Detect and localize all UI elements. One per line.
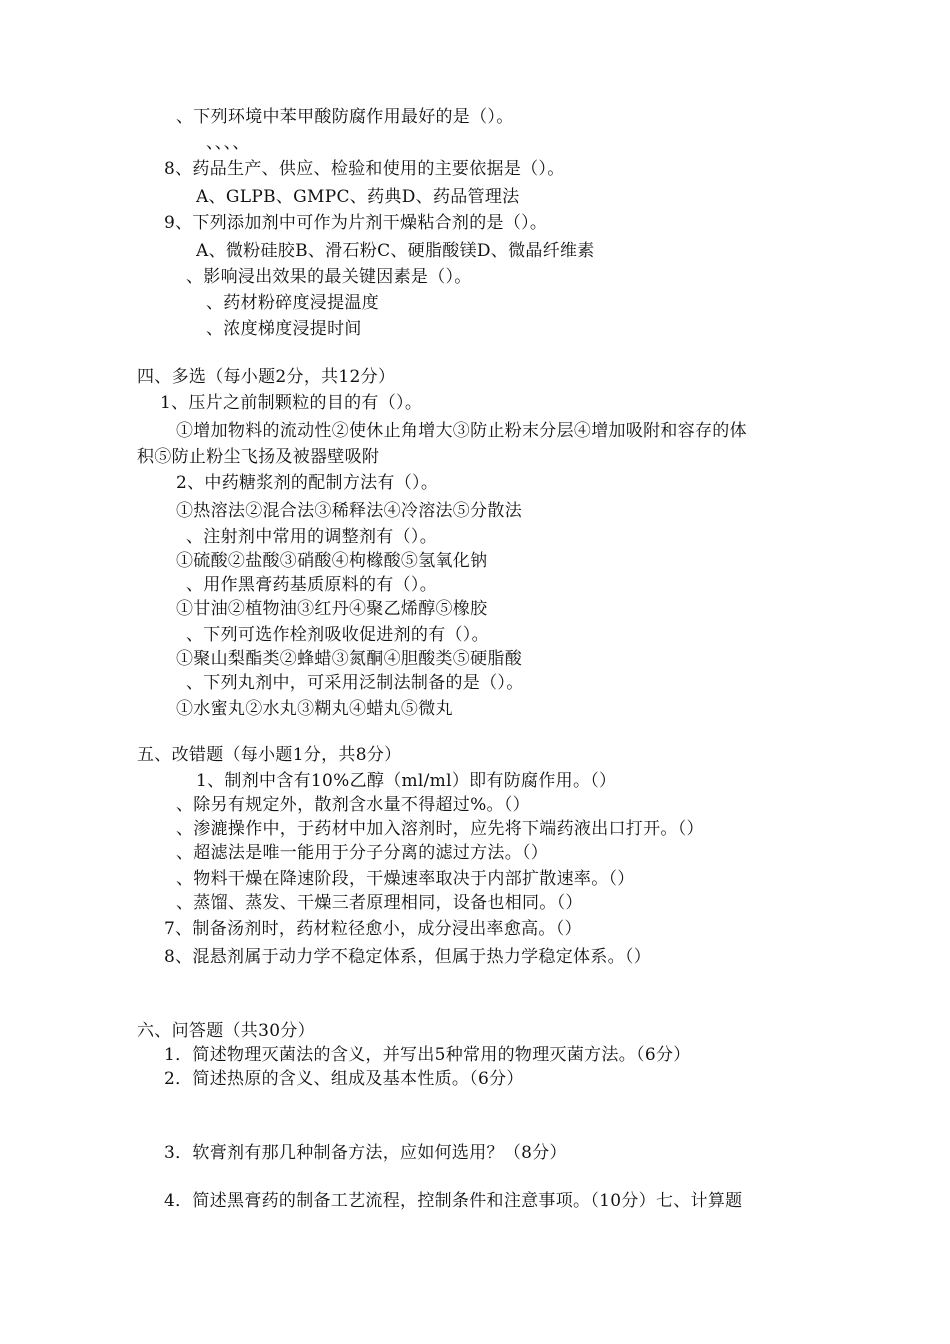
mc4-stem: 、用作黑膏药基质原料的有（）。 [186, 575, 437, 595]
tf3: 、渗漉操作中，于药材中加入溶剂时，应先将下端药液出口打开。（） [176, 819, 704, 839]
q10-options-2: 、浓度梯度浸提时间 [206, 319, 362, 339]
section-6-heading: 六、问答题（共30分） [137, 1021, 315, 1041]
q7-options: 、、、、 [206, 133, 250, 153]
mc5-stem: 、下列可选作栓剂吸收促进剂的有（）。 [186, 625, 489, 645]
q8-stem: 8、药品生产、供应、检验和使用的主要依据是（）。 [164, 159, 565, 179]
section-4-heading: 四、多选（每小题2分，共12分） [137, 367, 396, 387]
tf2: 、除另有规定外，散剂含水量不得超过%。（） [176, 795, 530, 815]
mc5-options: ①聚山梨酯类②蜂蜡③氮酮④胆酸类⑤硬脂酸 [176, 649, 522, 669]
tf8: 8、混悬剂属于动力学不稳定体系，但属于热力学稳定体系。（） [164, 947, 652, 967]
section-5-heading: 五、改错题（每小题1分，共8分） [137, 745, 402, 765]
essay-q1: 1．简述物理灭菌法的含义，并写出5种常用的物理灭菌方法。（6分） [164, 1045, 691, 1065]
tf7: 7、制备汤剂时，药材粒径愈小，成分浸出率愈高。（） [164, 919, 582, 939]
q9-options: A、微粉硅胶B、滑石粉C、硬脂酸镁D、微晶纤维素 [196, 241, 595, 261]
q10-stem: 、影响浸出效果的最关键因素是（）。 [186, 267, 472, 287]
tf6: 、蒸馏、蒸发、干燥三者原理相同，设备也相同。（） [176, 893, 583, 913]
essay-q3: 3．软膏剂有那几种制备方法，应如何选用？（8分） [164, 1143, 567, 1163]
mc6-options: ①水蜜丸②水丸③糊丸④蜡丸⑤微丸 [176, 699, 453, 719]
q9-stem: 9、下列添加剂中可作为片剂干燥粘合剂的是（）。 [164, 213, 548, 233]
q7-stem: 、下列环境中苯甲酸防腐作用最好的是（）。 [176, 107, 514, 127]
mc1-stem: 1、压片之前制颗粒的目的有（）。 [160, 393, 423, 413]
mc2-options: ①热溶法②混合法③稀释法④冷溶法⑤分散法 [176, 501, 522, 521]
essay-q4: 4．简述黑膏药的制备工艺流程，控制条件和注意事项。（10分）七、计算题 [164, 1191, 743, 1211]
tf1: 1、制剂中含有10%乙醇（ml/ml）即有防腐作用。（） [196, 771, 617, 791]
q10-options-1: 、药材粉碎度浸提温度 [206, 293, 379, 313]
tf4: 、超滤法是唯一能用于分子分离的滤过方法。（） [176, 843, 549, 863]
mc1-options-line1: ①增加物料的流动性②使休止角增大③防止粉末分层④增加吸附和容存的体 [176, 421, 747, 441]
tf5: 、物料干燥在降速阶段，干燥速率取决于内部扩散速率。（） [176, 869, 635, 889]
mc3-options: ①硫酸②盐酸③硝酸④枸橼酸⑤氢氧化钠 [176, 551, 488, 571]
mc1-options-line2: 积⑤防止粉尘飞扬及被器壁吸附 [137, 447, 380, 467]
mc3-stem: 、注射剂中常用的调整剂有（）。 [186, 527, 437, 547]
mc4-options: ①甘油②植物油③红丹④聚乙烯醇⑤橡胶 [176, 599, 488, 619]
q8-options: A、GLPB、GMPC、药典D、药品管理法 [196, 187, 520, 207]
mc6-stem: 、下列丸剂中，可采用泛制法制备的是（）。 [186, 673, 524, 693]
mc2-stem: 2、中药糖浆剂的配制方法有（）。 [176, 473, 439, 493]
essay-q2: 2．简述热原的含义、组成及基本性质。（6分） [164, 1069, 524, 1089]
